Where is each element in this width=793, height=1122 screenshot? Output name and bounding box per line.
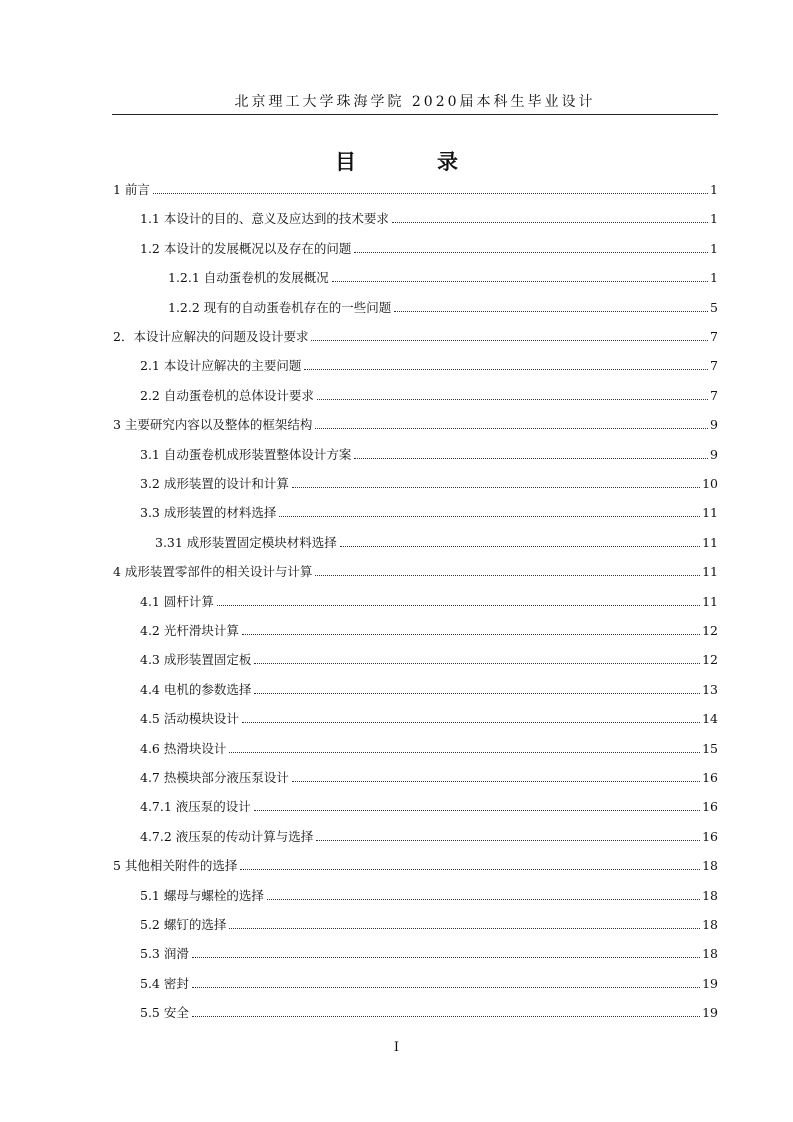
toc-entry-page: 18: [702, 946, 718, 962]
toc-leader-dots: [315, 427, 708, 429]
toc-entry-title: 2．本设计应解决的问题及设计要求: [113, 329, 309, 344]
toc-leader-dots: [254, 809, 700, 811]
toc-leader-dots: [332, 280, 708, 282]
toc-entry[interactable]: [140, 354, 718, 374]
toc-entry[interactable]: [140, 237, 718, 257]
toc-entry-title: 5 其他相关附件的选择: [113, 858, 238, 874]
toc-entry-page: 7: [710, 329, 718, 344]
toc-entry-page: 9: [710, 417, 718, 433]
toc-entry-page: 16: [702, 799, 718, 815]
toc-entry-page: 11: [702, 593, 718, 609]
toc-entry-title: 4.6 热滑块设计: [140, 740, 227, 756]
toc-leader-dots: [267, 898, 700, 900]
toc-entry[interactable]: [113, 854, 718, 874]
toc-entry[interactable]: [155, 531, 718, 551]
toc-entry-title: 5.5 安全: [140, 1005, 189, 1021]
toc-entry[interactable]: [140, 1001, 718, 1021]
toc-leader-dots: [279, 515, 700, 517]
toc-entry-page: 14: [702, 711, 718, 727]
toc-entry-page: 19: [702, 975, 718, 991]
toc-entry-title: 1.1 本设计的目的、意义及应达到的技术要求: [140, 211, 389, 227]
toc-leader-dots: [192, 956, 700, 958]
toc-leader-dots: [192, 986, 700, 988]
page-title: 目 录: [335, 150, 488, 174]
toc-entry-page: 5: [710, 299, 718, 315]
toc-entry-page: 18: [702, 917, 718, 932]
toc-entry[interactable]: [140, 766, 718, 786]
toc-entry-title: 5.1 螺母与螺栓的选择: [140, 887, 264, 903]
toc-entry-page: 11: [702, 564, 718, 580]
toc-entry[interactable]: [140, 590, 718, 610]
toc-entry-title: 3.1 自动蛋卷机成形装置整体设计方案: [140, 446, 352, 462]
toc-leader-dots: [254, 662, 700, 664]
toc-entry-title: 1.2.2 现有的自动蛋卷机存在的一些问题: [168, 299, 392, 315]
toc-entry-title: 4.1 圆杆计算: [140, 593, 214, 609]
toc-entry-page: 9: [710, 446, 718, 462]
toc-entry[interactable]: [140, 795, 718, 815]
toc-leader-dots: [311, 339, 708, 341]
toc-entry[interactable]: [140, 825, 718, 845]
toc-entry-page: 7: [710, 387, 718, 403]
toc-entry-title: 1.2 本设计的发展概况以及存在的问题: [140, 240, 352, 256]
toc-entry[interactable]: [140, 942, 718, 962]
toc-entry-title: 4.7.2 液压泵的传动计算与选择: [140, 828, 314, 844]
toc-leader-dots: [217, 604, 700, 606]
toc-leader-dots: [229, 927, 700, 929]
toc-entry-page: 18: [702, 858, 718, 874]
toc-entry[interactable]: [140, 207, 718, 227]
toc-leader-dots: [304, 368, 708, 370]
page-header: [112, 92, 718, 115]
toc-entry[interactable]: [140, 619, 718, 639]
toc-leader-dots: [242, 633, 700, 635]
toc-entry-page: 11: [702, 505, 718, 521]
toc-entry-title: 2.1 本设计应解决的主要问题: [140, 358, 302, 374]
toc-leader-dots: [392, 221, 708, 223]
toc-entry[interactable]: [140, 678, 718, 698]
toc-leader-dots: [340, 545, 700, 547]
toc-entry[interactable]: [140, 648, 718, 668]
toc-leader-dots: [242, 721, 700, 723]
toc-entry-title: 2.2 自动蛋卷机的总体设计要求: [140, 387, 314, 403]
toc-entry-page: 1: [710, 211, 718, 227]
toc-leader-dots: [292, 486, 700, 488]
toc-entry-page: 16: [702, 770, 718, 785]
toc-entry-page: 1: [710, 182, 718, 197]
toc-leader-dots: [317, 398, 708, 400]
toc-entry-title: 5.2 螺钉的选择: [140, 917, 227, 932]
toc-entry-title: 4.7.1 液压泵的设计: [140, 799, 251, 815]
toc-entry[interactable]: [140, 384, 718, 404]
toc-entry[interactable]: [140, 443, 718, 463]
toc-entry-page: 1: [710, 270, 718, 286]
toc-entry-page: 12: [702, 652, 718, 668]
toc-entry[interactable]: [168, 296, 718, 316]
toc-entry[interactable]: [140, 501, 718, 521]
toc-leader-dots: [354, 457, 708, 459]
toc-entry[interactable]: [113, 325, 718, 345]
toc-entry[interactable]: [140, 737, 718, 757]
toc-leader-dots: [153, 192, 708, 194]
toc-entry-page: 15: [702, 740, 718, 756]
toc-entry-title: 4.7 热模块部分液压泵设计: [140, 770, 289, 785]
toc-entry[interactable]: [140, 472, 718, 492]
toc-entry-title: 4.5 活动模块设计: [140, 711, 239, 727]
toc-entry[interactable]: [168, 266, 718, 286]
toc-leader-dots: [354, 251, 708, 253]
toc-leader-dots: [315, 574, 700, 576]
toc-entry-title: 3.2 成形装置的设计和计算: [140, 476, 289, 491]
header-text: 北京理工大学珠海学院 2020届本科生毕业设计: [234, 94, 596, 110]
toc-entry[interactable]: [140, 972, 718, 992]
toc-entry-page: 7: [710, 358, 718, 374]
toc-leader-dots: [292, 780, 700, 782]
toc-entry-page: 11: [702, 534, 718, 550]
toc-entry-page: 16: [702, 828, 718, 844]
toc-leader-dots: [229, 751, 700, 753]
toc-entry-page: 12: [702, 623, 718, 638]
toc-entry-title: 3.3 成形装置的材料选择: [140, 505, 277, 521]
toc-entry[interactable]: [140, 707, 718, 727]
toc-entry-title: 4.3 成形装置固定板: [140, 652, 252, 668]
toc-leader-dots: [192, 1015, 700, 1017]
toc-entry-page: 1: [710, 240, 718, 256]
toc-entry-title: 3 主要研究内容以及整体的框架结构: [113, 417, 313, 433]
toc-entry[interactable]: [140, 913, 718, 933]
toc-entry[interactable]: [140, 884, 718, 904]
toc-leader-dots: [254, 692, 700, 694]
toc-leader-dots: [316, 839, 700, 841]
toc-entry-title: 4 成形装置零部件的相关设计与计算: [113, 564, 313, 580]
toc-entry[interactable]: [113, 560, 718, 580]
toc-entry-title: 4.2 光杆滑块计算: [140, 623, 239, 638]
toc-entry-title: 5.3 润滑: [140, 946, 189, 962]
toc-entry-page: 18: [702, 887, 718, 903]
toc-entry-title: 4.4 电机的参数选择: [140, 681, 252, 697]
toc-entry-title: 1 前言: [113, 182, 150, 197]
toc-entry[interactable]: [113, 413, 718, 433]
toc-entry-title: 3.31 成形装置固定模块材料选择: [155, 534, 337, 550]
toc-entry-page: 13: [702, 681, 718, 697]
toc-leader-dots: [394, 310, 708, 312]
toc-leader-dots: [240, 868, 700, 870]
toc-entry-page: 10: [702, 476, 718, 491]
toc-entry-title: 1.2.1 自动蛋卷机的发展概况: [168, 270, 329, 286]
page-number: I: [393, 1040, 400, 1055]
toc-entry-title: 5.4 密封: [140, 975, 189, 991]
toc-entry[interactable]: [113, 178, 718, 198]
toc-entry-page: 19: [702, 1005, 718, 1021]
